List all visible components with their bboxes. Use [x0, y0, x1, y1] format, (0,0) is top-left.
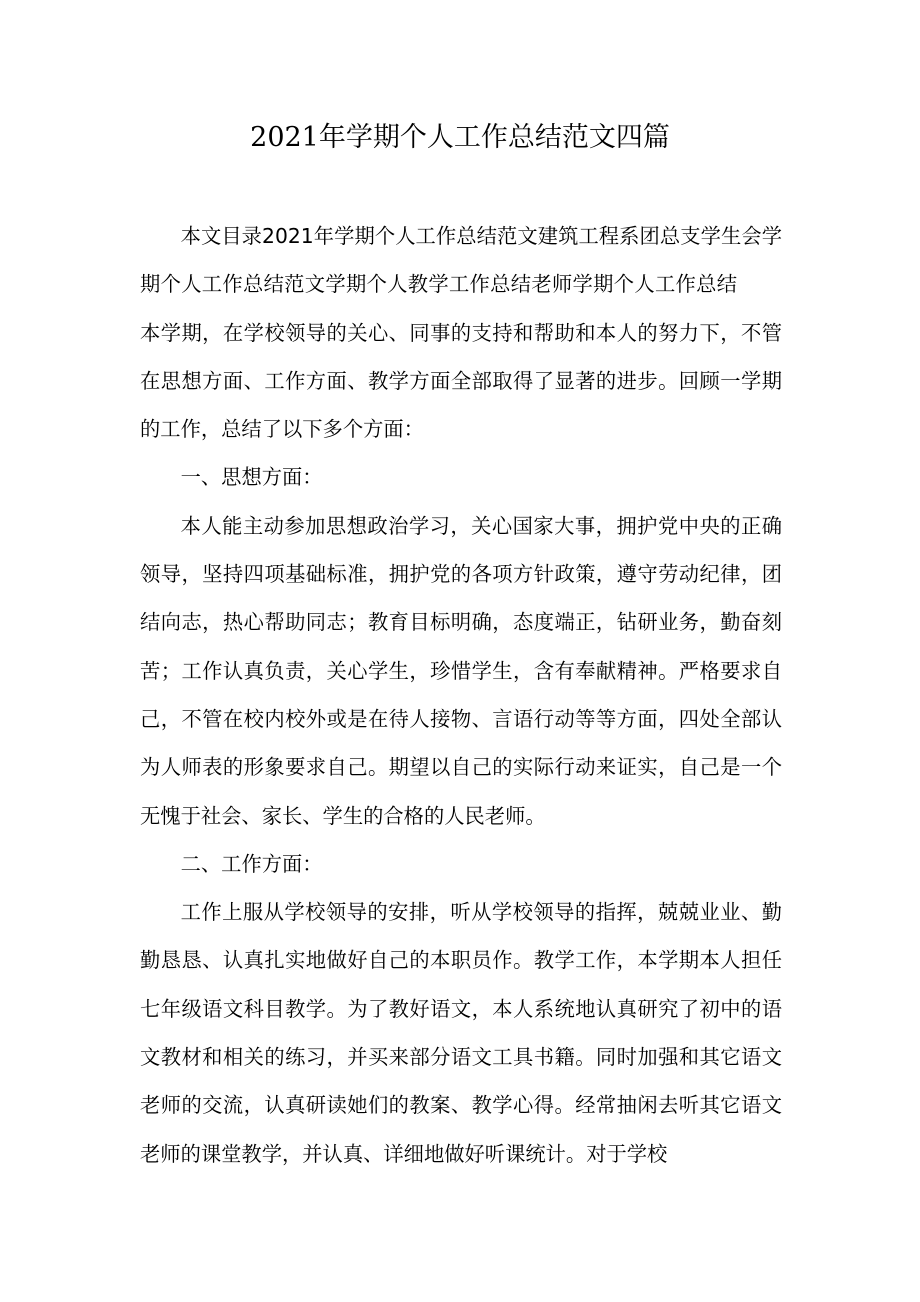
document-title: 2021年学期个人工作总结范文四篇	[250, 122, 670, 153]
intro-toc: 本文目录2021年学期个人工作总结范文建筑工程系团总支学生会学期个人工作总结范文学期个人教学工作总结老师学期个人工作总结	[140, 224, 782, 297]
intro-paragraph	[140, 212, 782, 453]
section-heading-work: 二、工作方面：	[180, 851, 323, 876]
intro-text: 本学期，在学校领导的关心、同事的支持和帮助和本人的努力下，不管在思想方面、工作方面、教学方面全部取得了显著的进步。回顾一学期的工作，总结了以下多个方面：	[140, 320, 782, 442]
document-body	[140, 212, 782, 1178]
section-paragraph-work: 工作上服从学校领导的安排，听从学校领导的指挥，兢兢业业、勤勤恳恳、认真扎实地做好自己的本职员作。教学工作，本学期本人担任七年级语文科目教学。为了教好语文，本人系统地认真研究了初中的语文教材和相关的练习，并买来部分语文工具书籍。同时加强和其它语文老师的交流，认真研读她们的教案、教学心得。经常抽闲去听其它语文老师的课堂教学，并认真、详细地做好听课统计。对于学校	[140, 900, 782, 1166]
section-heading-thought: 一、思想方面：	[180, 465, 323, 490]
section-paragraph-thought: 本人能主动参加思想政治学习，关心国家大事，拥护党中央的正确领导，坚持四项基础标准，拥护党的各项方针政策，遵守劳动纪律，团结向志，热心帮助同志；教育目标明确，态度端正，钻研业务，勤奋刻苦；工作认真负责，关心学生，珍惜学生，含有奉献精神。严格要求自己，不管在校内校外或是在待人接物、言语行动等等方面，四处全部认为人师表的形象要求自己。期望以自己的实际行动来证实，自己是一个无愧于社会、家长、学生的合格的人民老师。	[140, 513, 782, 828]
